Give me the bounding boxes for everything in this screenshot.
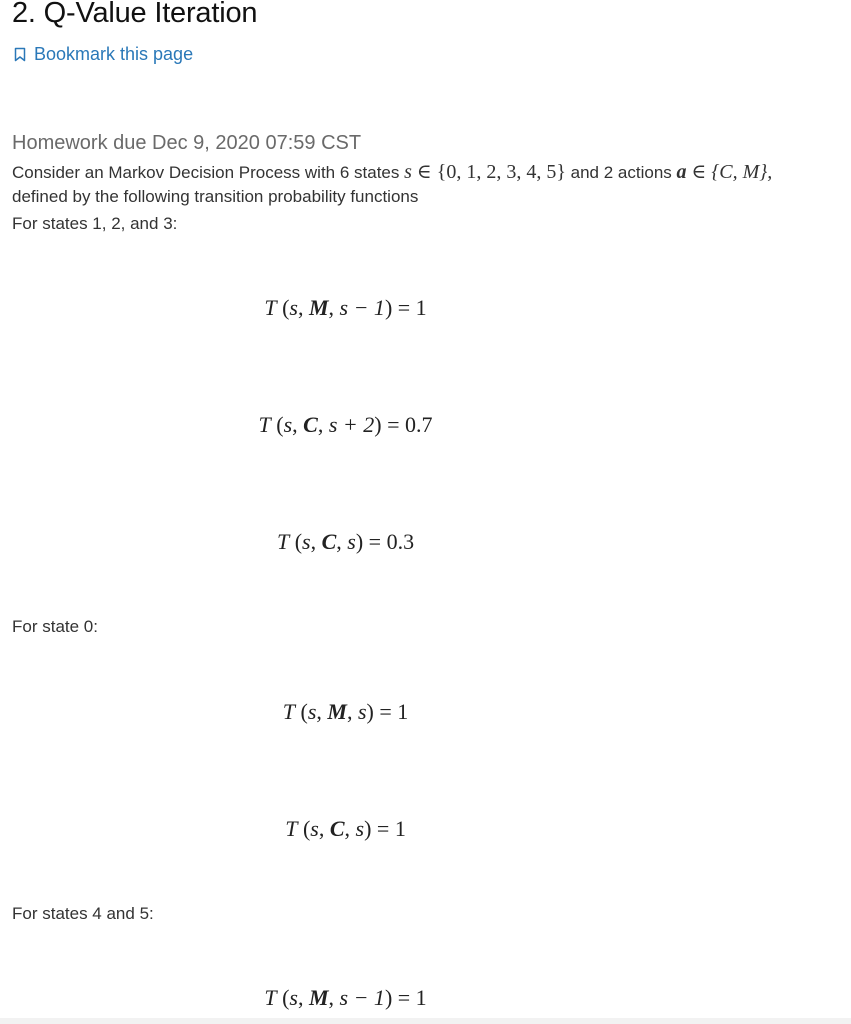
equation-4: T (s, M, s) = 1 <box>282 699 409 724</box>
intro-text: Consider an Markov Decision Process with 6 states <box>12 163 405 182</box>
bottom-divider <box>0 1018 851 1024</box>
page-title: 2. Q-Value Iteration <box>12 0 258 29</box>
section-label-states-123: For states 1, 2, and 3: <box>12 214 178 233</box>
intro-line-1 <box>12 159 772 184</box>
equation-6: T (s, M, s − 1) = 1 <box>264 985 427 1010</box>
equation-2: T (s, C, s + 2) = 0.7 <box>258 412 433 437</box>
section-label-states-45: For states 4 and 5: <box>12 904 154 923</box>
bookmark-label: Bookmark this page <box>34 44 194 64</box>
section-label-state-0: For state 0: <box>12 617 98 636</box>
homework-due: Homework due Dec 9, 2020 07:59 CST <box>12 132 362 154</box>
intro-line-2: defined by the following transition probability functions <box>12 187 419 206</box>
bookmark-button[interactable] <box>14 44 193 65</box>
equation-1: T (s, M, s − 1) = 1 <box>264 295 427 320</box>
equation-3: T (s, C, s) = 0.3 <box>276 529 415 554</box>
bookmark-icon <box>14 47 26 62</box>
intro-text: and 2 actions <box>565 163 677 182</box>
equation-5: T (s, C, s) = 1 <box>285 816 406 841</box>
states-set: s ∈ {0, 1, 2, 3, 4, 5} <box>404 161 566 183</box>
actions-set: a ∈ {C, M}, <box>676 161 773 183</box>
